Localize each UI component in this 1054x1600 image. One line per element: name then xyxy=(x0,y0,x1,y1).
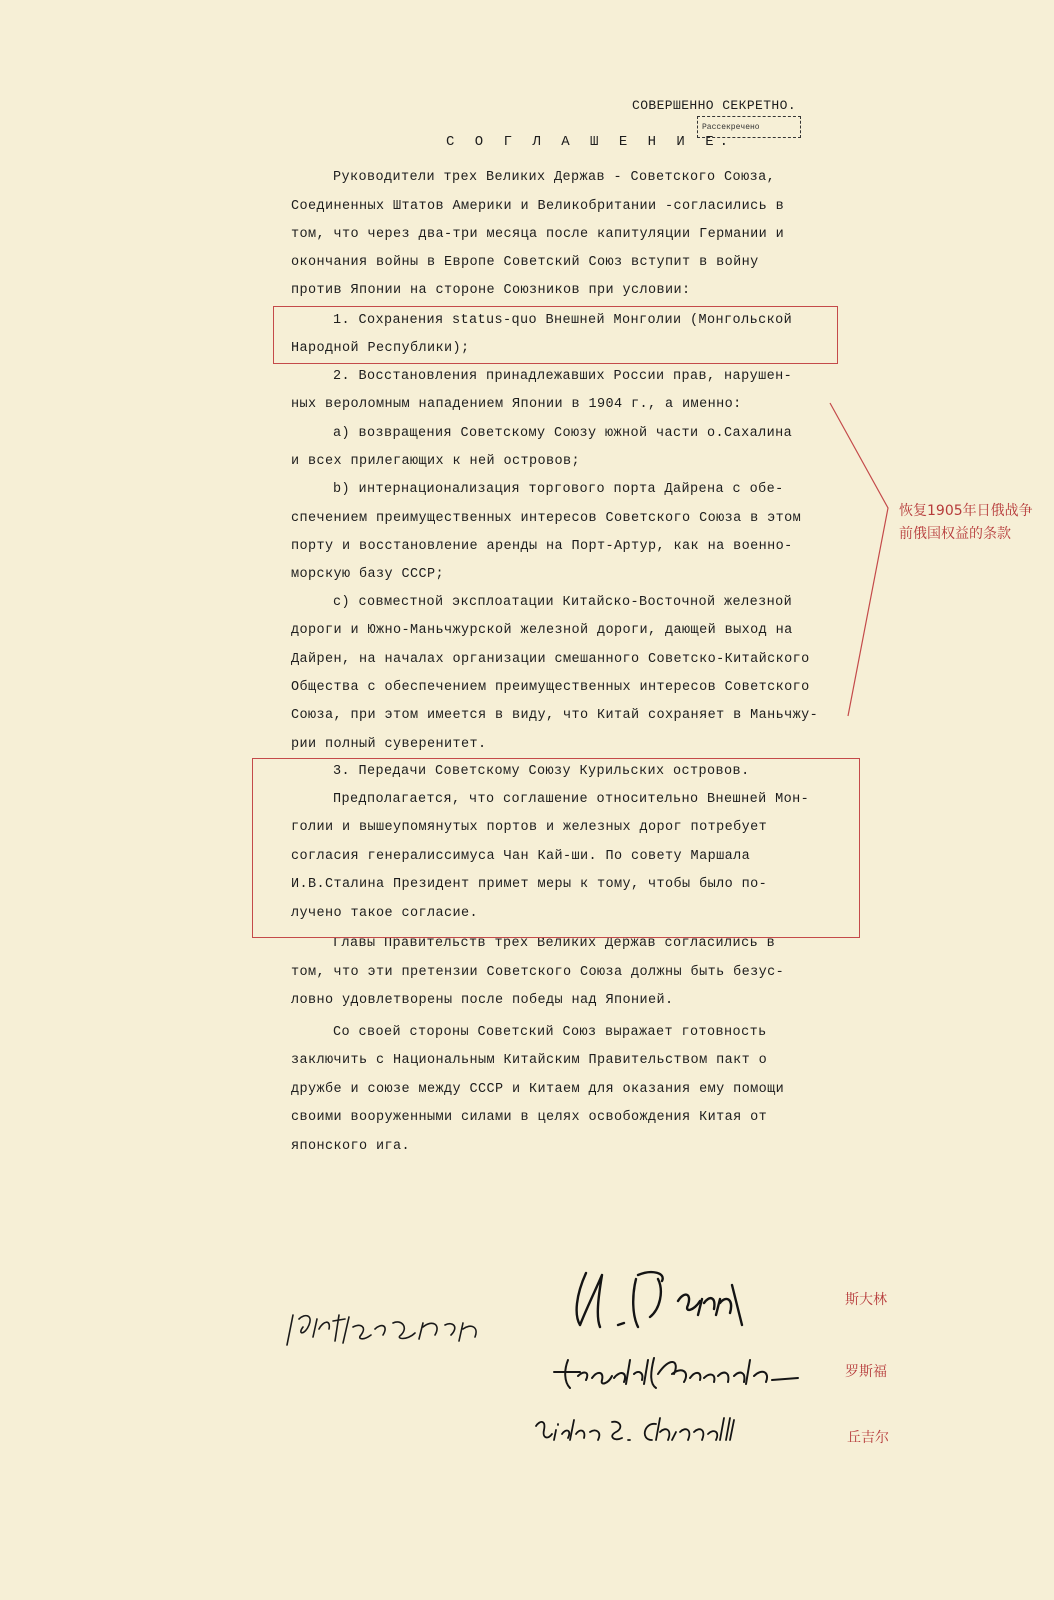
body-line: ных вероломным нападением Японии в 1904 г., а именно: xyxy=(291,397,742,412)
body-line: спечением преимущественных интересов Советского Союза в этом xyxy=(291,511,802,526)
body-line: морскую базу СССР; xyxy=(291,567,445,582)
body-line: 3. Передачи Советскому Союзу Курильских островов. xyxy=(333,764,750,779)
date-handwriting-signature xyxy=(283,1305,493,1355)
declassified-stamp: Рассекречено xyxy=(697,116,801,138)
rights-annotation xyxy=(899,500,1033,546)
body-line: ловно удовлетворены после победы над Японией. xyxy=(291,993,674,1008)
stalin-label: 斯大林 xyxy=(845,1292,887,1308)
rights-annotation-line-1: 恢复1905年日俄战争 xyxy=(899,503,1033,519)
body-line: а) возвращения Советскому Союзу южной части о.Сахалина xyxy=(333,426,793,441)
body-line: японского ига. xyxy=(291,1139,411,1154)
body-line: окончания войны в Европе Советский Союз вступит в войну xyxy=(291,255,759,270)
body-line: с) совместной эксплоатации Китайско-Восточной железной xyxy=(333,595,793,610)
body-line: b) интернационализация торгового порта Дайрена с обе- xyxy=(333,482,784,497)
body-line: голии и вышеупомянутых портов и железных дорог потребует xyxy=(291,820,768,835)
document-title: С О Г Л А Ш Е Н И Е. xyxy=(446,134,735,150)
body-line: Руководители трех Великих Держав - Советского Союза, xyxy=(333,170,776,185)
stalin-signature xyxy=(566,1265,766,1335)
body-line: заключить с Национальным Китайским Правительством пакт о xyxy=(291,1053,768,1068)
body-line: согласия генералиссимуса Чан Кай-ши. По совету Маршала xyxy=(291,849,751,864)
body-line: 1. Сохранения status-quo Внешней Монголии (Монгольской xyxy=(333,313,793,328)
body-line: Народной Республики); xyxy=(291,341,470,356)
body-line: Общества с обеспечением преимущественных интересов Советского xyxy=(291,680,810,695)
body-line: и всех прилегающих к ней островов; xyxy=(291,454,581,469)
body-line: Дайрен, на началах организации смешанного Советско-Китайского xyxy=(291,652,810,667)
body-line: против Японии на стороне Союзников при условии: xyxy=(291,283,691,298)
body-line: дружбе и союзе между СССР и Китаем для оказания ему помощи xyxy=(291,1082,785,1097)
body-line: том, что эти претензии Советского Союза должны быть безус- xyxy=(291,965,785,980)
body-line: порту и восстановление аренды на Порт-Артур, как на военно- xyxy=(291,539,793,554)
body-line: 2. Восстановления принадлежавших России прав, нарушен- xyxy=(333,369,793,384)
body-line: лучено такое согласие. xyxy=(291,906,479,921)
body-line: И.В.Сталина Президент примет меры к тому, чтобы было по- xyxy=(291,877,768,892)
body-line: Со своей стороны Советский Союз выражает готовность xyxy=(333,1025,767,1040)
body-line: рии полный суверенитет. xyxy=(291,737,487,752)
rights-annotation-line-2: 前俄国权益的条款 xyxy=(899,526,1011,542)
body-line: Соединенных Штатов Америки и Великобритании -согласились в xyxy=(291,199,785,214)
body-line: Предполагается, что соглашение относительно Внешней Мон- xyxy=(333,792,810,807)
roosevelt-label: 罗斯福 xyxy=(845,1364,887,1380)
roosevelt-signature xyxy=(550,1350,810,1395)
churchill-signature xyxy=(532,1412,792,1452)
body-line: своими вооруженными силами в целях освобождения Китая от xyxy=(291,1110,768,1125)
body-line: Союза, при этом имеется в виду, что Китай сохраняет в Маньчжу- xyxy=(291,708,819,723)
body-line: Главы Правительств трех Великих Держав согласились в xyxy=(333,936,776,951)
body-line: том, что через два-три месяца после капитуляции Германии и xyxy=(291,227,785,242)
churchill-label: 丘吉尔 xyxy=(847,1430,889,1446)
body-line: дороги и Южно-Маньчжурской железной дороги, дающей выход на xyxy=(291,623,793,638)
classification-stamp: СОВЕРШЕННО СЕКРЕТНО. xyxy=(632,98,797,113)
